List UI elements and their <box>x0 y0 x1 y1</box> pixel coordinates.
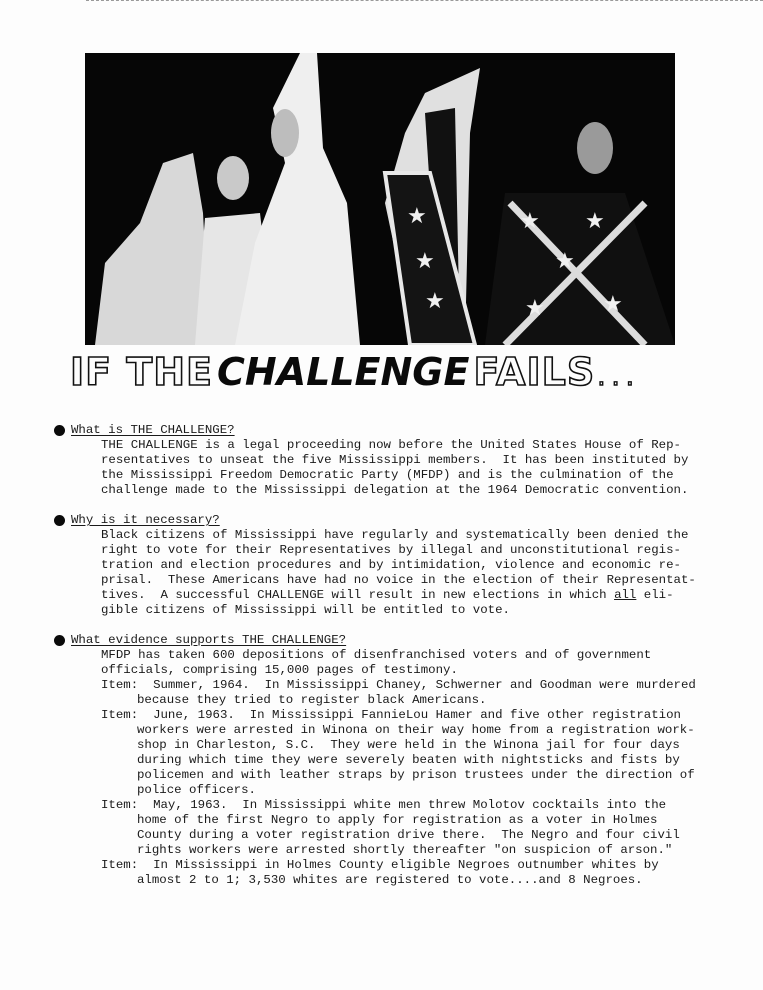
bullet-icon <box>54 425 65 436</box>
item-continuation: policemen and with leather straps by prison trustees under the direction of <box>137 768 695 782</box>
item-continuation: during which time they were severely beaten with nightsticks and fists by <box>137 753 680 767</box>
svg-text:★: ★ <box>407 204 427 229</box>
answer-line: officials, comprising 15,000 pages of testimony. <box>101 663 458 677</box>
question-heading: Why is it necessary? <box>71 513 220 527</box>
svg-text:★: ★ <box>425 289 445 314</box>
item-continuation: rights workers were arrested shortly thereafter "on suspicion of arson." <box>137 843 673 857</box>
item-text: Summer, 1964. In Mississippi Chaney, Schwerner and Goodman were murdered <box>153 678 696 692</box>
answer-line: tration and election procedures and by intimidation, violence and economic re- <box>101 558 681 572</box>
answer-line: MFDP has taken 600 depositions of disenfranchised voters and of government <box>101 648 652 662</box>
emphasis-all: all <box>614 588 637 602</box>
item-continuation: County during a voter registration drive there. The Negro and four civil <box>137 828 680 842</box>
item-continuation: shop in Charleston, S.C. They were held in the Winona jail for four days <box>137 738 680 752</box>
answer-line: the Mississippi Freedom Democratic Party (MFDP) and is the culmination of the <box>101 468 674 482</box>
item-text: May, 1963. In Mississippi white men threw Molotov cocktails into the <box>153 798 667 812</box>
evidence-item <box>101 708 696 723</box>
item-label: Item: <box>101 798 139 812</box>
headline-challenge: CHALLENGE <box>217 350 470 394</box>
answer-text: tives. A successful CHALLENGE will result in new elections in which <box>101 588 615 602</box>
answer-line: gible citizens of Mississippi will be entitled to vote. <box>101 603 510 617</box>
answer-line: Black citizens of Mississippi have regularly and systematically been denied the <box>101 528 689 542</box>
evidence-item <box>101 858 696 873</box>
item-label: Item: <box>101 858 139 872</box>
answer-line: THE CHALLENGE is a legal proceeding now before the United States House of Rep- <box>101 438 681 452</box>
evidence-item <box>101 678 696 693</box>
top-dashed-rule <box>86 0 763 1</box>
section-evidence <box>54 633 696 888</box>
svg-text:★: ★ <box>415 249 435 274</box>
headline-ellipsis: ... <box>597 362 640 392</box>
svg-text:★: ★ <box>603 292 623 317</box>
svg-text:★: ★ <box>525 296 545 321</box>
item-label: Item: <box>101 708 139 722</box>
answer-line: right to vote for their Representatives by illegal and unconstitutional regis- <box>101 543 681 557</box>
answer-line: challenge made to the Mississippi delegation at the 1964 Democratic convention. <box>101 483 689 497</box>
question-row <box>54 423 688 438</box>
headline <box>70 350 700 400</box>
bullet-icon <box>54 515 65 526</box>
answer-line: prisal. These Americans have had no voice in the election of their Representat- <box>101 573 696 587</box>
answer-line: resentatives to unseat the five Mississippi members. It has been instituted by <box>101 453 689 467</box>
section-why-necessary <box>54 513 696 618</box>
item-continuation: workers were arrested in Winona on their way home from a registration work- <box>137 723 695 737</box>
item-continuation: almost 2 to 1; 3,530 whites are registered to vote....and 8 Negroes. <box>137 873 643 887</box>
headline-if-the: IF THE <box>70 350 214 394</box>
question-row <box>54 633 696 648</box>
bullet-icon <box>54 635 65 646</box>
item-text: June, 1963. In Mississippi FannieLou Hamer and five other registration <box>153 708 681 722</box>
evidence-item <box>101 798 696 813</box>
question-heading: What evidence supports THE CHALLENGE? <box>71 633 347 647</box>
answer-text: eli- <box>636 588 674 602</box>
item-label: Item: <box>101 678 139 692</box>
item-text: In Mississippi in Holmes County eligible Negroes outnumber whites by <box>153 858 659 872</box>
svg-text:★: ★ <box>555 249 575 274</box>
answer-line <box>101 588 696 603</box>
item-continuation: because they tried to register black Americans. <box>137 693 487 707</box>
item-continuation: police officers. <box>137 783 256 797</box>
question-row <box>54 513 696 528</box>
svg-text:★: ★ <box>585 209 605 234</box>
svg-text:★: ★ <box>520 209 540 234</box>
photo-illustration <box>85 53 675 345</box>
headline-fails: FAILS <box>473 350 596 394</box>
header-photo <box>85 53 675 345</box>
question-heading: What is THE CHALLENGE? <box>71 423 235 437</box>
section-what-is <box>54 423 688 498</box>
item-continuation: home of the first Negro to apply for registration as a voter in Holmes <box>137 813 658 827</box>
